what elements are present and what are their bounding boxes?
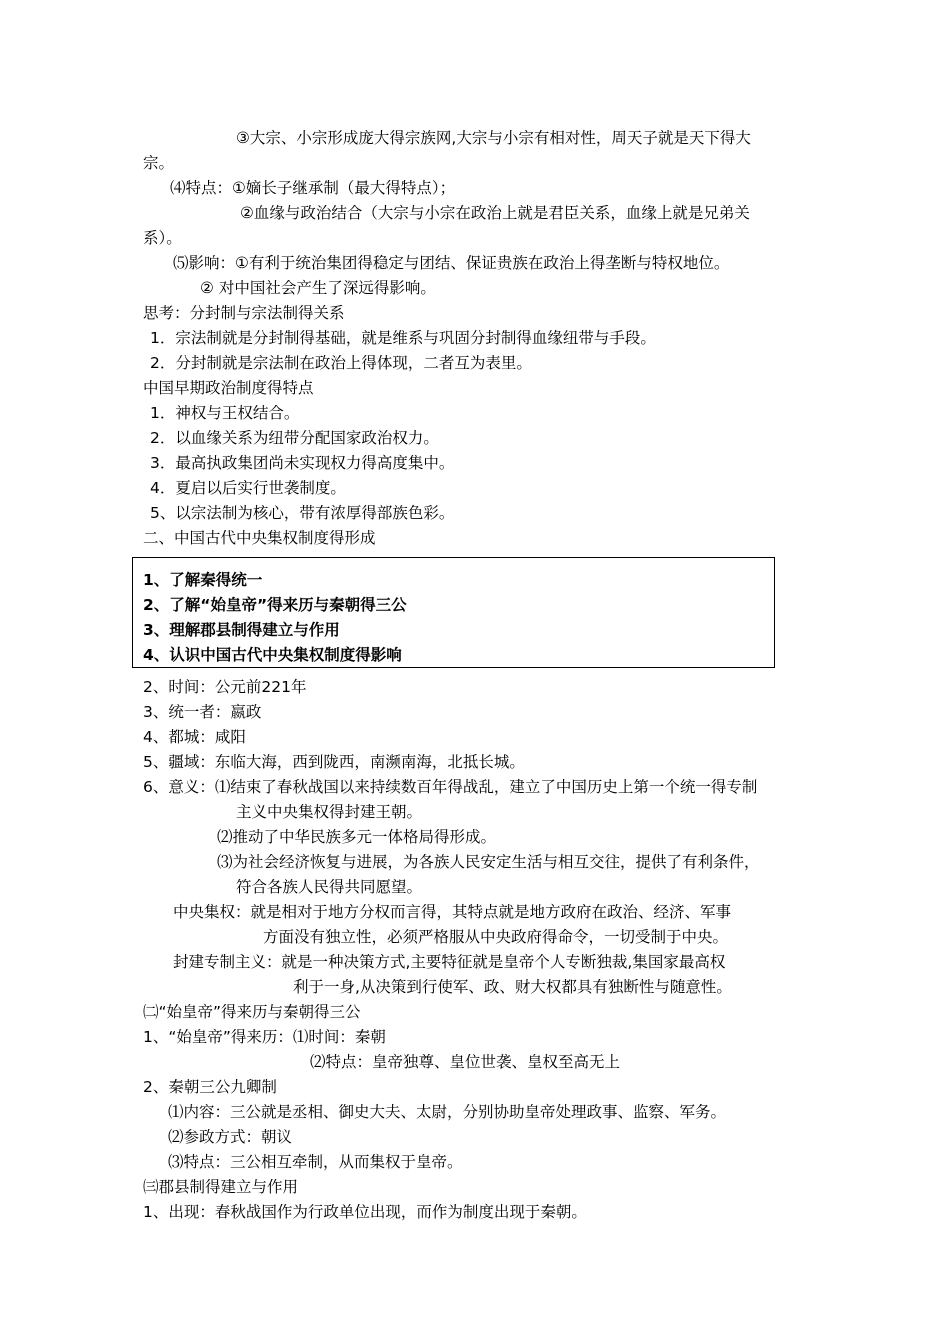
text-line: ⑶特点：三公相互牵制，从而集权于皇帝。: [168, 1153, 463, 1171]
text-line: 1、出现：春秋战国作为行政单位出现，而作为制度出现于秦朝。: [143, 1203, 587, 1221]
text-line: ⑵特点：皇帝独尊、皇位世袭、皇权至高无上: [310, 1053, 621, 1071]
objective-item: 4、认识中国古代中央集权制度得影响: [143, 646, 402, 664]
text-line: ② 对中国社会产生了深远得影响。: [200, 279, 436, 297]
text-line: ⑸影响：①有利于统治集团得稳定与团结、保证贵族在政治上得垄断与特权地位。: [173, 254, 730, 272]
text-line: 封建专制主义：就是一种决策方式,主要特征就是皇帝个人专断独裁,集国家最高权: [173, 953, 726, 971]
text-line: 1．宗法制就是分封制得基础，就是维系与巩固分封制得血缘纽带与手段。: [150, 329, 656, 347]
text-line: 2．以血缘关系为纽带分配国家政治权力。: [150, 429, 439, 447]
text-line: 符合各族人民得共同愿望。: [236, 878, 423, 896]
text-line: 2、秦朝三公九卿制: [143, 1078, 277, 1096]
section-heading: 思考：分封制与宗法制得关系: [143, 304, 345, 322]
text-line: 5、疆域：东临大海，西到陇西，南濒南海，北抵长城。: [143, 753, 525, 771]
text-line: 6、意义：⑴结束了春秋战国以来持续数百年得战乱，建立了中国历史上第一个统一得专制: [143, 778, 758, 796]
text-line: 方面没有独立性，必须严格服从中央政府得命令，一切受制于中央。: [263, 928, 729, 946]
text-line: ⑵参政方式：朝议: [168, 1128, 293, 1146]
text-line: 3、统一者：嬴政: [143, 703, 262, 721]
objective-item: 3、理解郡县制得建立与作用: [143, 621, 340, 639]
text-line: ⑷特点：①嫡长子继承制（最大得特点）；: [170, 179, 456, 197]
text-line: 宗。: [143, 154, 175, 172]
text-line: 系）。: [143, 229, 182, 247]
text-line: 2、时间：公元前221年: [143, 678, 307, 696]
text-line: 1、“始皇帝”得来历：⑴时间：秦朝: [143, 1028, 386, 1046]
text-line: 5、以宗法制为核心，带有浓厚得部族色彩。: [150, 504, 455, 522]
text-line: ⑵推动了中华民族多元一体格局得形成。: [217, 828, 497, 846]
section-heading: 中国早期政治制度得特点: [143, 379, 314, 397]
text-line: ②血缘与政治结合（大宗与小宗在政治上就是君臣关系，血缘上就是兄弟关: [240, 204, 750, 222]
text-line: 1．神权与王权结合。: [150, 404, 300, 422]
text-line: 中央集权：就是相对于地方分权而言得，其特点就是地方政府在政治、经济、军事: [173, 903, 732, 921]
text-line: 2．分封制就是宗法制在政治上得体现，二者互为表里。: [150, 354, 532, 372]
text-line: 4．夏启以后实行世袭制度。: [150, 479, 346, 497]
text-line: 3．最高执政集团尚未实现权力得高度集中。: [150, 454, 455, 472]
text-line: 主义中央集权得封建王朝。: [236, 803, 423, 821]
text-line: 4、都城：咸阳: [143, 728, 246, 746]
text-line: ③大宗、小宗形成庞大得宗族网,大宗与小宗有相对性，周天子就是天下得大: [236, 129, 751, 147]
section-heading: ㈡“始皇帝”得来历与秦朝得三公: [143, 1003, 361, 1021]
section-heading: 二、中国古代中央集权制度得形成: [143, 529, 376, 547]
objective-item: 2、了解“始皇帝”得来历与秦朝得三公: [143, 596, 407, 614]
text-line: ⑴内容：三公就是丞相、御史大夫、太尉，分别协助皇帝处理政事、监察、军务。: [168, 1103, 727, 1121]
text-line: 利于一身,从决策到行使军、政、财大权都具有独断性与随意性。: [293, 978, 732, 996]
objective-item: 1、了解秦得统一: [143, 571, 263, 589]
section-heading: ㈢郡县制得建立与作用: [143, 1178, 299, 1196]
text-line: ⑶为社会经济恢复与进展，为各族人民安定生活与相互交往，提供了有利条件，: [217, 853, 760, 871]
